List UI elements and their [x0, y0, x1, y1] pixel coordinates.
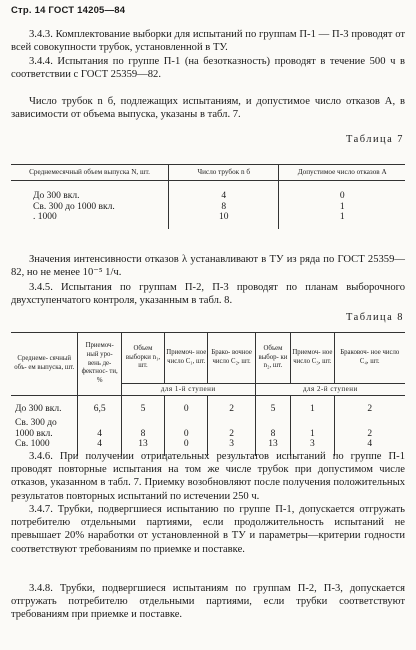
table-8-cell: 1 [291, 395, 334, 414]
table-8-header-n2: Объем выбор- ки n₂, шт. [255, 333, 290, 384]
table-8-cell: 4 [78, 414, 121, 439]
table-8-cell: 1 [291, 414, 334, 439]
table-8-cell-volume: Св. 1000 [15, 439, 50, 450]
table-8-header-c2: Брако- вочное число C₂, шт. [208, 333, 255, 384]
table-7-cell: 1 [279, 212, 405, 229]
table-7-cell: До 300 вкл. [33, 191, 80, 201]
table-7-cell: 4 [169, 181, 279, 202]
table-7-header-volume: Среднемесячный объем выпуска N, шт. [11, 165, 169, 181]
paragraph-failure-rate: Значения интенсивности отказов λ устанавливают в ТУ из ряда по ГОСТ 25359—82, но не менее 10⁻⁵ 1/ч. [11, 254, 405, 279]
table-8-cell: 13 [121, 439, 164, 456]
table-8-cell: 2 [334, 414, 405, 439]
paragraph-3-4-6: 3.4.6. При получении отрицательных результатов испытаний по группе П-1 проводят повторные испытания на том же числе трубок при допустимом числе отказов, указанном в табл. 7. Приемку возобновляют после получения положительных результатов повторных испытаний по истечении 250 ч. [11, 451, 405, 502]
table-8-cell: 8 [121, 414, 164, 439]
table-8-cell: 0 [165, 395, 208, 414]
table-8-cell: 3 [291, 439, 334, 456]
table-8-stage-2: для 2-й ступени [255, 384, 405, 396]
table-8-cell-volume: Св. 300 до 1000 вкл. [15, 418, 57, 439]
table-8-cell: 3 [208, 439, 255, 456]
table-8-header-c1: Приемоч- ное число C₁, шт. [165, 333, 208, 384]
paragraph-3-4-7: 3.4.7. Трубки, подвергшиеся испытанию по группе П-1, допускается отгружать потребителю отдельными партиями, если продолжительность испытаний не превышает 20% наработки от установленной в ТУ и параметры—критерии годности соответствуют требованиям по приемке и поставке. [11, 504, 405, 555]
paragraph-3-4-4: 3.4.4. Испытания по группе П-1 (на безотказность) проводят в течение 500 ч в соответствии с ГОСТ 25359—82. [11, 56, 405, 81]
page-header: Стр. 14 ГОСТ 14205—84 [11, 5, 126, 16]
table-8-cell: 4 [78, 439, 121, 456]
paragraph-3-4-3: 3.4.3. Комплектование выборки для испытаний по группам П-1 — П-3 проводят от всей совокупности трубок, установленной в ТУ. [11, 29, 405, 54]
table-8-header-c3: Приемоч- ное число C₃, шт. [291, 333, 334, 384]
table-8-cell: 4 [334, 439, 405, 456]
table-8-cell: 2 [208, 414, 255, 439]
table-8-cell: 0 [165, 439, 208, 456]
table-7-caption: Таблица 7 [346, 134, 404, 145]
table-7-cell: 10 [169, 212, 279, 229]
table-8-stage-1: для 1-й ступени [121, 384, 255, 396]
table-7 [11, 164, 405, 229]
table-7-cell: 1 [279, 202, 405, 213]
table-8-cell: 5 [121, 395, 164, 414]
table-7-cell: 0 [279, 181, 405, 202]
table-8-cell: 13 [255, 439, 290, 456]
table-7-header-tubes: Число трубок n б [169, 165, 279, 181]
paragraph-sample-size: Число трубок n б, подлежащих испытаниям, и допустимое число отказов A, в зависимости от объема выпуска, указаны в табл. 7. [11, 96, 405, 121]
table-8-cell: 2 [208, 395, 255, 414]
table-8-caption: Таблица 8 [346, 312, 404, 323]
table-8-cell-volume: До 300 вкл. [15, 403, 62, 414]
table-7-cell: 8 [169, 202, 279, 213]
table-8-cell: 5 [255, 395, 290, 414]
table-8 [11, 332, 405, 456]
table-8-header-n1: Объем выборки n₁, шт. [121, 333, 164, 384]
table-7-cell: Св. 300 до 1000 вкл. [33, 201, 115, 212]
table-7-cell: . 1000 [33, 212, 57, 222]
table-8-cell: 0 [165, 414, 208, 439]
table-8-header-aql: Приемоч- ный уро- вень де- фектнос- ти, % [78, 333, 121, 396]
table-8-header-c4: Браковоч- ное число C₄, шт. [334, 333, 405, 384]
table-8-cell: 8 [255, 414, 290, 439]
paragraph-3-4-8: 3.4.8. Трубки, подвергшиеся испытаниям по группам П-2, П-3, допускается отгружать потребителю отдельными партиями, если трубки соответствуют требованиям при приемке и поставке. [11, 583, 405, 621]
table-8-header-volume: Среднеме- сячный объ- ем выпуска, шт. [11, 333, 78, 396]
table-8-cell: 2 [334, 395, 405, 414]
paragraph-3-4-5: 3.4.5. Испытания по группам П-2, П-3 проводят по планам выборочного двухступенчатого контроля, указанным в табл. 8. [11, 282, 405, 307]
table-8-cell: 6,5 [78, 395, 121, 414]
table-7-header-failures: Допустимое число отказов A [279, 165, 405, 181]
